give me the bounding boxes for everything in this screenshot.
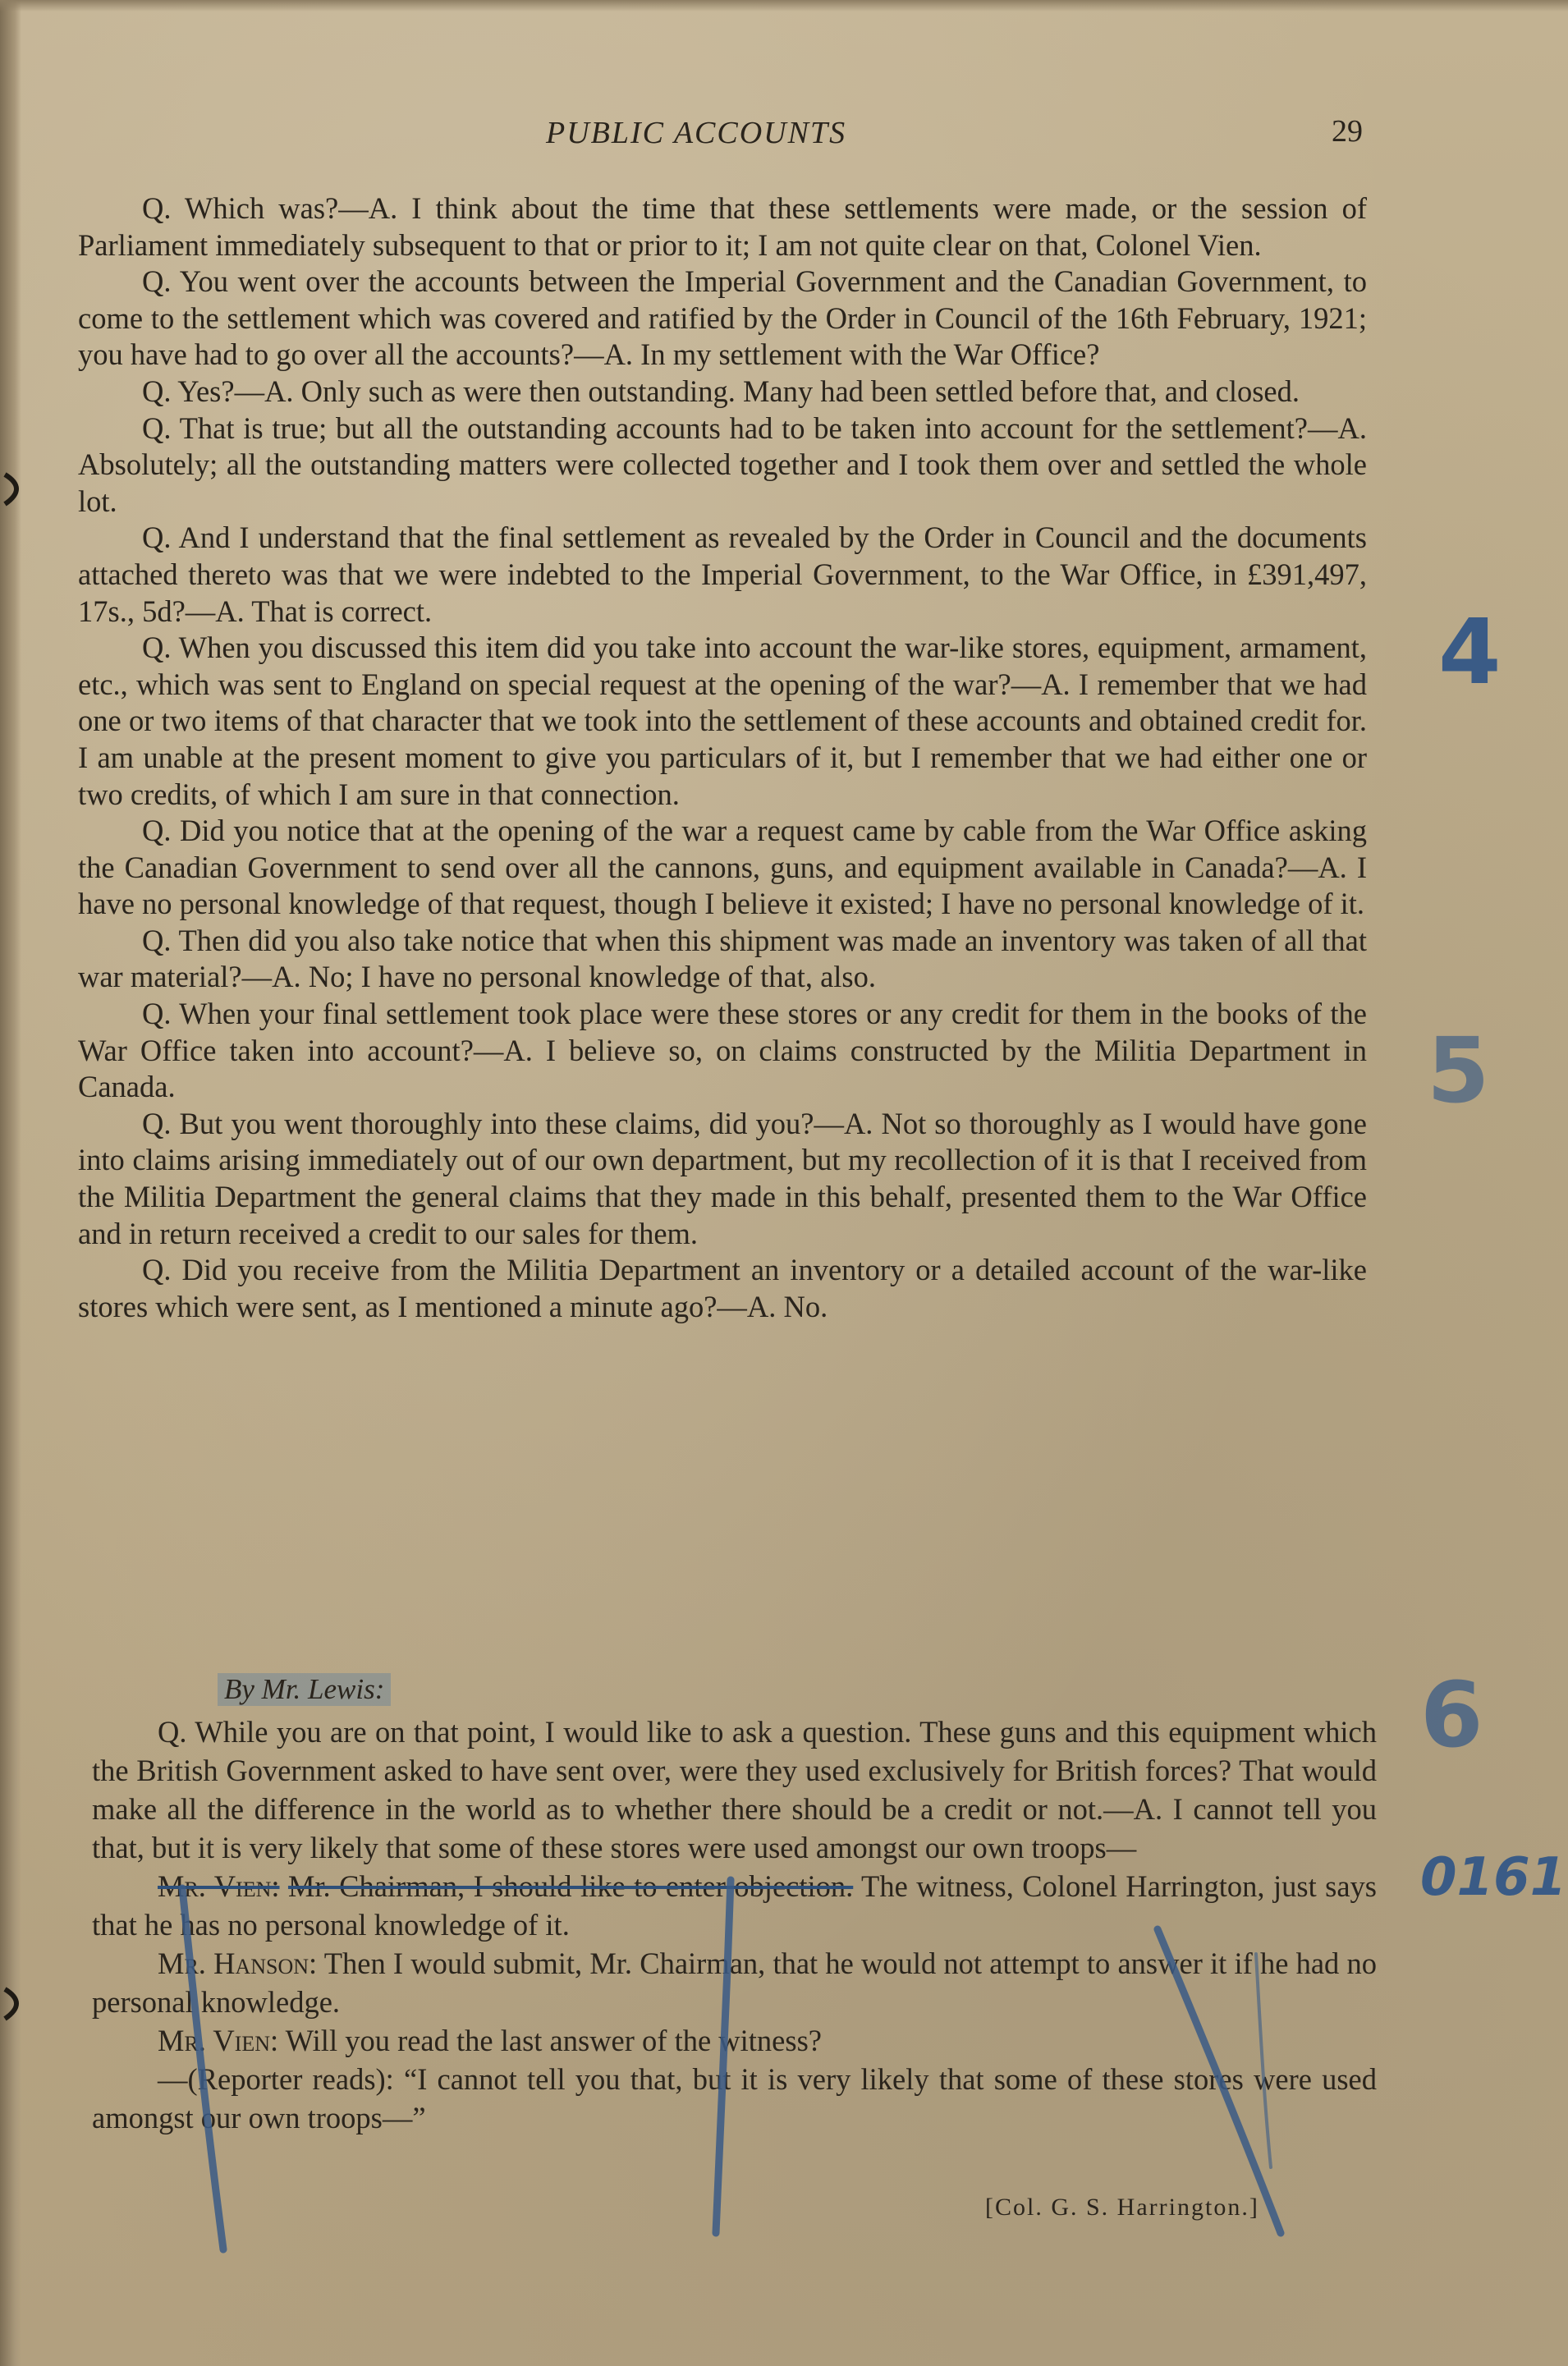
margin-note-code: 0161: [1420, 1847, 1567, 1908]
testimony-paragraph: Q. When you discussed this item did you take into account the war-like stores, equipment, armament, etc., which was sent to England on special request at the opening of the war?—A. I remember that we had one or two items of that character that we took into the settlement of these accounts and obtained credit for. I am unable at the present moment to give you particulars of it, but I remember that we had either one or two credits, of which I am sure in that connection.: [78, 630, 1367, 811]
margin-note-4: 4: [1438, 599, 1502, 704]
running-head-title: PUBLIC ACCOUNTS: [546, 116, 847, 150]
testimony-paragraph: Q. Then did you also take notice that when this shipment was made an inventory was taken of all that war material?—A. No; I have no personal knowledge of that, also.: [78, 923, 1367, 994]
page-number: 29: [1332, 114, 1363, 149]
testimony-paragraph: Q. But you went thoroughly into these claims, did you?—A. Not so thoroughly as I would have gone into claims arising immediately out of our own department, but my recollection of it is that I received from the Militia Department the general claims that they made in this behalf, presented them to the War Office and in return received a credit to our sales for them.: [78, 1106, 1367, 1250]
testimony-paragraph: Q. Did you notice that at the opening of the war a request came by cable from the War Office asking the Canadian Government to send over all the cannons, guns, and equipment available in Canada?—A. I have no personal knowledge of that request, though I believe it existed; I have no personal knowledge of it.: [78, 814, 1367, 921]
testimony-paragraph: Q. When your final settlement took place were these stores or any credit for them in the books of the War Office taken into account?—A. I believe so, on claims constructed by the Militia Department in Canada.: [78, 997, 1367, 1104]
clip-mark-icon: [0, 468, 33, 509]
testimony-paragraph: Q. You went over the accounts between the Imperial Government and the Canadian Government, to come to the settlement which was covered and ratified by the Order in Council of the 16th February, 1921; you have had to go over all the accounts?—A. In my settlement with the War Office?: [78, 264, 1367, 372]
testimony-paragraph: Q. And I understand that the final settlement as revealed by the Order in Council and the documents attached thereto was that we were indebted to the Imperial Government, to the War Office, in £391,497, 17s., 5d?—A. That is correct.: [78, 520, 1367, 628]
testimony-paragraph: Q. Did you receive from the Militia Department an inventory or a detailed account of the war-like stores which were sent, as I mentioned a minute ago?—A. No.: [78, 1253, 1367, 1323]
exchange-body: [92, 1713, 1377, 2137]
speaker-name: Mr. Vien:: [158, 1869, 280, 1903]
margin-note-6: 6: [1420, 1662, 1483, 1768]
speaker-paragraph: [92, 1944, 1377, 2021]
speaker-paragraph: [92, 1867, 1377, 1944]
speaker-name: Mr. Hanson:: [158, 1946, 318, 1980]
testimony-body: [78, 190, 1367, 1325]
speaker-paragraph: [92, 2021, 1377, 2060]
speaker-text: Will you read the last answer of the witness?: [278, 2024, 822, 2057]
testimony-paragraph: Q. That is true; but all the outstanding accounts had to be taken into account for the settlement?—A. Absolutely; all the outstanding matters were collected together and I took them over and settled the whole lot.: [78, 410, 1367, 518]
speaker-text: Then I would submit, Mr. Chairman, that he would not attempt to answer it if he had no personal knowledge.: [92, 1946, 1377, 2019]
witness-attribution: [Col. G. S. Harrington.]: [985, 2194, 1259, 2221]
struck-text: Mr. Chairman, I should like to enter objection.: [287, 1869, 854, 1903]
question-paragraph: Q. While you are on that point, I would like to ask a question. These guns and this equipment which the British Government asked to have sent over, were they used exclusively for British forces? That would make all the difference in the world as to whether there should be a credit or not.—A. I cannot tell you that, but it is very likely that some of these stores were used amongst our own troops—: [92, 1715, 1377, 1864]
speaker-text: The witness, Colonel Harrington, just says that he has no personal knowledge of it.: [92, 1869, 1378, 1942]
clip-mark-icon: [0, 1983, 33, 2024]
testimony-paragraph: Q. Which was?—A. I think about the time that these settlements were made, or the session of Parliament immediately subsequent to that or prior to it; I am not quite clear on that, Colonel Vien.: [78, 191, 1367, 262]
speaker-heading: By Mr. Lewis:: [218, 1673, 391, 1706]
testimony-paragraph: Q. Yes?—A. Only such as were then outstanding. Many had been settled before that, and closed.: [142, 374, 1300, 408]
page-top-edge: [0, 0, 1568, 11]
speaker-name: Mr. Vien:: [158, 2024, 279, 2057]
margin-note-5: 5: [1427, 1018, 1490, 1123]
reporter-paragraph: —(Reporter reads): “I cannot tell you that, but it is very likely that some of these stores were used amongst our own troops—”: [92, 2062, 1377, 2134]
